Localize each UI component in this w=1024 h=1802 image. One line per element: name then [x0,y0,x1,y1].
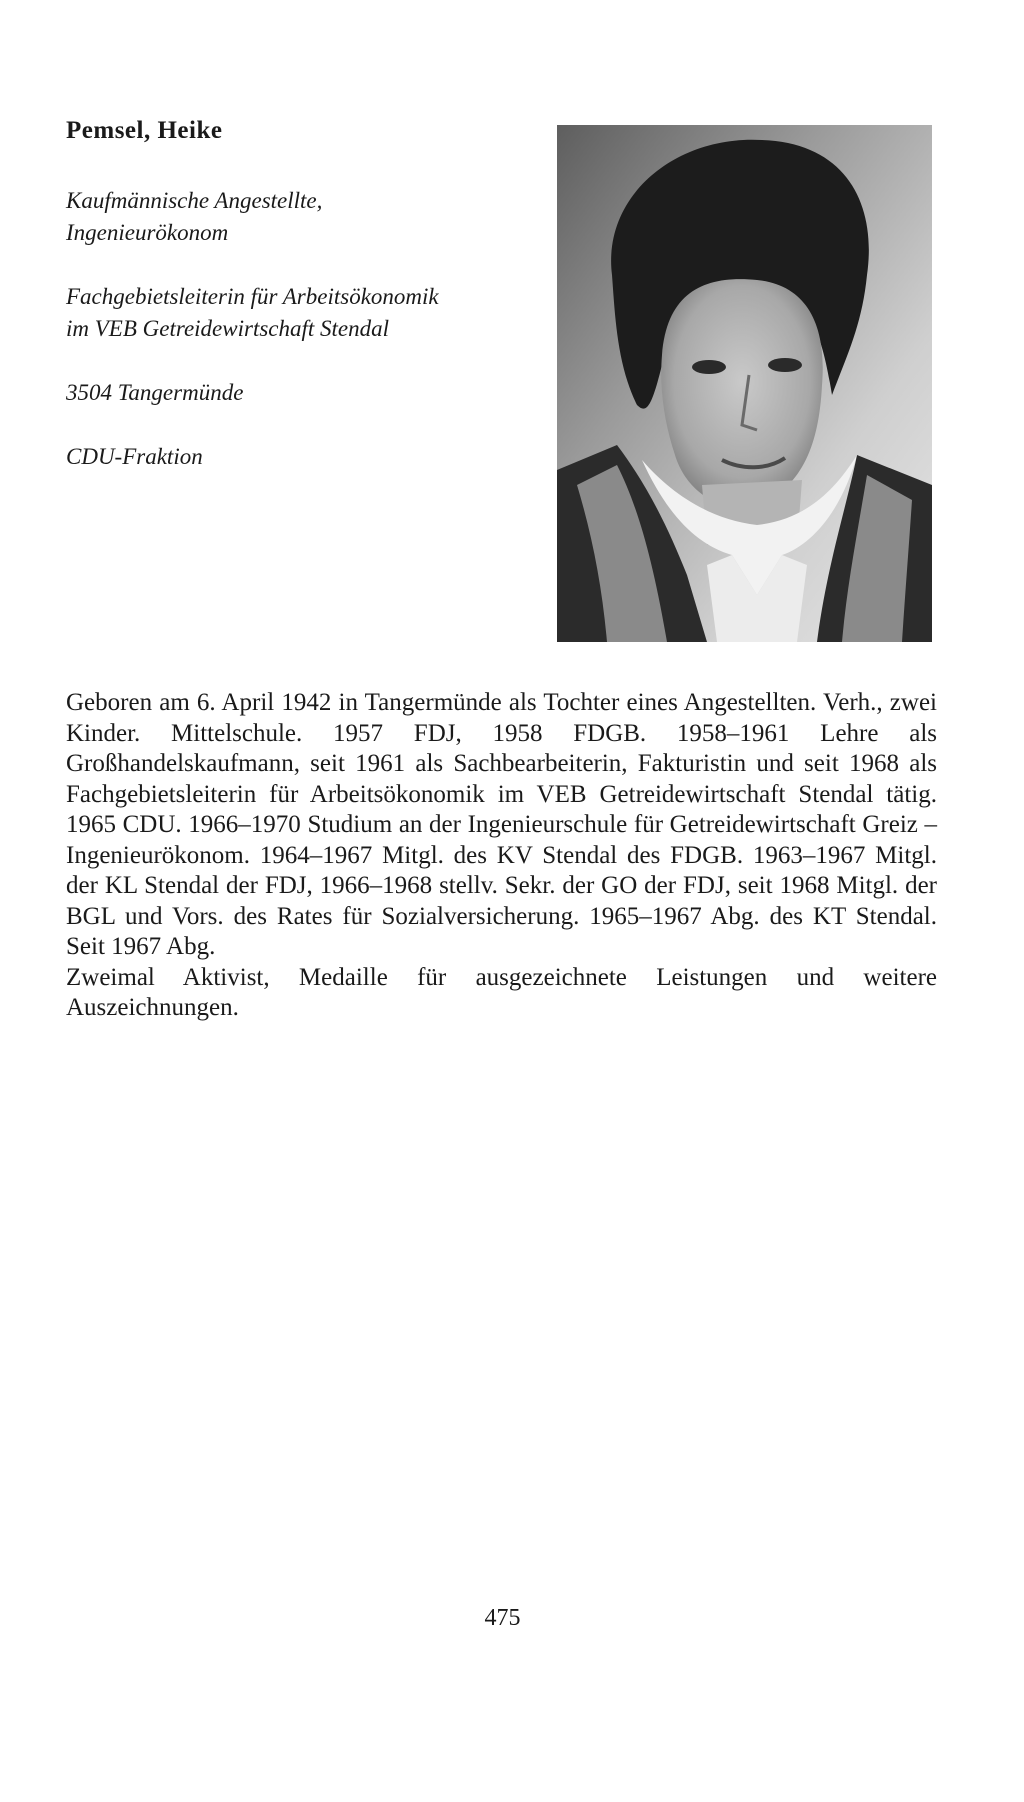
biography-paragraph-2: Zweimal Aktivist, Medaille für ausgezeichnete Leistungen und weitere Auszeichnungen. [66,963,937,1021]
entry-faction: CDU-Fraktion [66,444,203,469]
biography-paragraph-1: Geboren am 6. April 1942 in Tangermünde als Tochter eines Angestellten. Verh., zwei Kinder. Mittelschule. 1957 FDJ, 1958 FDGB. 1958–1961 Lehre als Großhandelskaufmann, seit 1961 als Sachbearbeiterin, Fakturistin und seit 1968 als Fachgebietsleiterin für Arbeitsökonomik im VEB Getreidewirtschaft Stendal tätig. 1965 CDU. 1966–1970 Studium an der Ingenieurschule für Getreidewirtschaft Greiz – Ingenieurökonom. 1964–1967 Mitgl. des KV Stendal des FDGB. 1963–1967 Mitgl. der KL Stendal der FDJ, 1966–1968 stellv. Sekr. der GO der FDJ, seit 1968 Mitgl. der BGL und Vors. des Rates für Sozialversicherung. 1965–1967 Abg. des KT Stendal. Seit 1967 Abg. [66,689,937,960]
entry-name: Pemsel, Heike [66,117,223,144]
biography [66,688,937,1024]
entry-location: 3504 Tangermünde [66,380,244,405]
entry-profession: Kaufmännische Angestellte, Ingenieurökonom [66,188,323,245]
entry-meta [66,185,466,505]
entry-position: Fachgebietsleiterin für Arbeitsökonomik im VEB Getreidewirtschaft Stendal [66,284,439,341]
portrait-photo [557,125,932,642]
page-number: 475 [484,1605,521,1631]
